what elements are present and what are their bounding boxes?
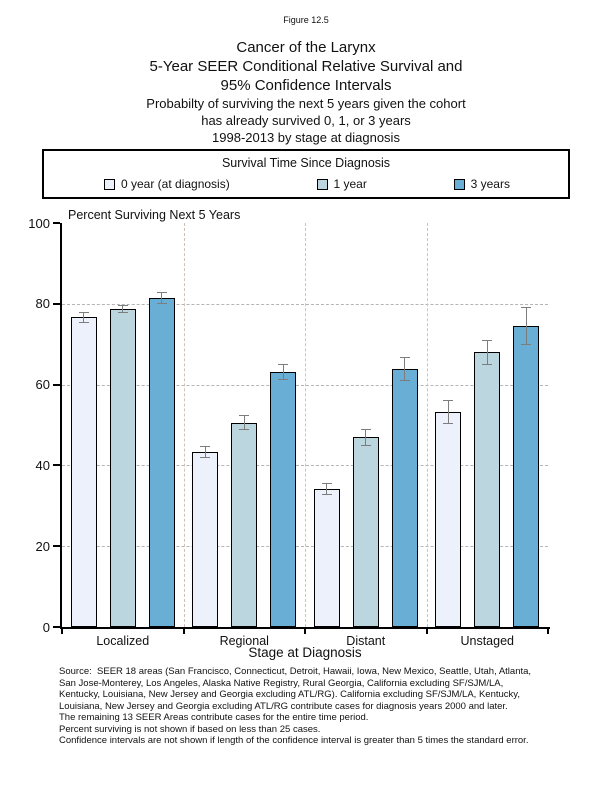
footnote-line: Percent surviving is not shown if based on less than 25 cases. [59, 723, 321, 735]
footnote-line: Louisiana, New Jersey and Georgia excluding ATL/RG contribute cases for diagnosis years 2000 and later. [59, 700, 508, 712]
legend-title: Survival Time Since Diagnosis [221, 156, 391, 170]
error-bar-cap-top [239, 415, 249, 416]
error-bar-line [404, 357, 405, 381]
error-bar-cap-top [200, 446, 210, 447]
bar-distant-series-1 [353, 437, 379, 627]
x-axis-category-label: Distant [346, 634, 386, 648]
error-bar-line [244, 415, 245, 430]
legend-label-0-year: 0 year (at diagnosis) [121, 177, 230, 191]
error-bar-line [526, 307, 527, 345]
y-axis-tick-label: 40 [35, 457, 50, 473]
x-axis-category-label: Localized [96, 634, 150, 648]
bar-localized-series-2 [149, 298, 175, 627]
legend-items [44, 170, 568, 191]
bar-distant-series-0 [314, 489, 340, 627]
gridline-vertical [184, 223, 185, 627]
error-bar-cap-bottom [322, 494, 332, 495]
footnote-line: San Jose-Monterey, Los Angeles, Alaska Native Registry, Rural Georgia, California excluding SF/SJM/LA, [59, 677, 504, 689]
bar-regional-series-0 [192, 452, 218, 627]
error-bar-cap-bottom [521, 344, 531, 345]
error-bar-cap-bottom [118, 312, 128, 313]
error-bar-cap-bottom [239, 429, 249, 430]
legend-box [42, 149, 570, 199]
error-bar-line [365, 429, 366, 446]
error-bar-cap-bottom [482, 364, 492, 365]
source-footnote [59, 666, 564, 747]
error-bar-line [448, 400, 449, 424]
error-bar-cap-top [521, 307, 531, 308]
legend-item-0-year [104, 177, 230, 191]
title-line-1: Cancer of the Larynx [236, 39, 376, 56]
x-axis-category-label: Unstaged [460, 634, 514, 648]
y-axis-tick [53, 303, 60, 305]
x-axis-title: Stage at Diagnosis [248, 645, 362, 660]
footnote-line: Confidence intervals are not shown if length of the confidence interval is greater than 5 times the standard error. [59, 735, 529, 746]
subtitle-line-1: Probabilty of surviving the next 5 years given the cohort [146, 96, 466, 111]
error-bar-cap-bottom [278, 379, 288, 380]
chart-title [0, 38, 612, 95]
subtitle-line-3: 1998-2013 by stage at diagnosis [212, 130, 400, 145]
error-bar-cap-bottom [200, 457, 210, 458]
error-bar-line [283, 364, 284, 380]
y-axis-line [60, 223, 62, 629]
y-axis-tick [53, 545, 60, 547]
y-axis-tick-label: 100 [28, 215, 50, 231]
y-axis-tick [53, 222, 60, 224]
error-bar-cap-top [482, 340, 492, 341]
bar-localized-series-0 [71, 317, 97, 627]
y-axis-tick-label: 80 [35, 296, 50, 312]
legend-item-3-years [454, 177, 510, 191]
x-axis-category-label: Regional [219, 634, 269, 648]
y-axis-tick [53, 626, 60, 628]
y-axis-tick [53, 384, 60, 386]
bar-unstaged-series-0 [435, 412, 461, 627]
error-bar-cap-bottom [400, 380, 410, 381]
y-axis-caption: Percent Surviving Next 5 Years [68, 208, 241, 222]
bar-localized-series-1 [110, 309, 136, 627]
legend-label-3-years: 3 years [470, 177, 510, 191]
legend-swatch-3-years [454, 179, 465, 190]
y-axis-tick-label: 0 [42, 619, 50, 635]
y-axis-tick-label: 60 [35, 377, 50, 393]
chart-subtitle [0, 95, 612, 146]
title-line-3: 95% Confidence Intervals [220, 77, 392, 94]
error-bar-line [487, 340, 488, 365]
bar-regional-series-2 [270, 372, 296, 627]
legend-label-1-year: 1 year [333, 177, 367, 191]
error-bar-cap-top [79, 312, 89, 313]
legend-item-1-year [317, 177, 367, 191]
error-bar-cap-top [157, 292, 167, 293]
y-axis-tick-label: 20 [35, 538, 50, 554]
footnote-line: Kentucky, Louisiana, New Jersey and Georgia excluding ATL/RG). California excluding SF/SJM/LA, Kentucky, [59, 689, 520, 700]
title-line-2: 5-Year SEER Conditional Relative Survival and [149, 58, 463, 75]
footnote-line: The remaining 13 SEER Areas contribute cases for the entire time period. [59, 712, 369, 723]
error-bar-cap-top [118, 305, 128, 306]
figure-label: Figure 12.5 [283, 15, 329, 25]
legend-swatch-0-year [104, 179, 115, 190]
error-bar-cap-top [400, 357, 410, 358]
gridline-vertical [305, 223, 306, 627]
error-bar-cap-bottom [79, 322, 89, 323]
error-bar-cap-top [361, 429, 371, 430]
footnote-line: Source: SEER 18 areas (San Francisco, Connecticut, Detroit, Hawaii, Iowa, New Mexico, Seattle, Utah, Atlanta, [59, 666, 532, 677]
gridline-vertical [427, 223, 428, 627]
bar-unstaged-series-2 [513, 326, 539, 627]
error-bar-cap-bottom [443, 423, 453, 424]
error-bar-cap-top [278, 364, 288, 365]
error-bar-cap-bottom [157, 303, 167, 304]
error-bar-cap-bottom [361, 445, 371, 446]
y-axis-tick [53, 464, 60, 466]
error-bar-cap-top [443, 400, 453, 401]
bar-regional-series-1 [231, 423, 257, 627]
bar-distant-series-2 [392, 369, 418, 627]
legend-swatch-1-year [317, 179, 328, 190]
subtitle-line-2: has already survived 0, 1, or 3 years [201, 113, 411, 128]
error-bar-cap-top [322, 483, 332, 484]
bar-unstaged-series-1 [474, 352, 500, 627]
